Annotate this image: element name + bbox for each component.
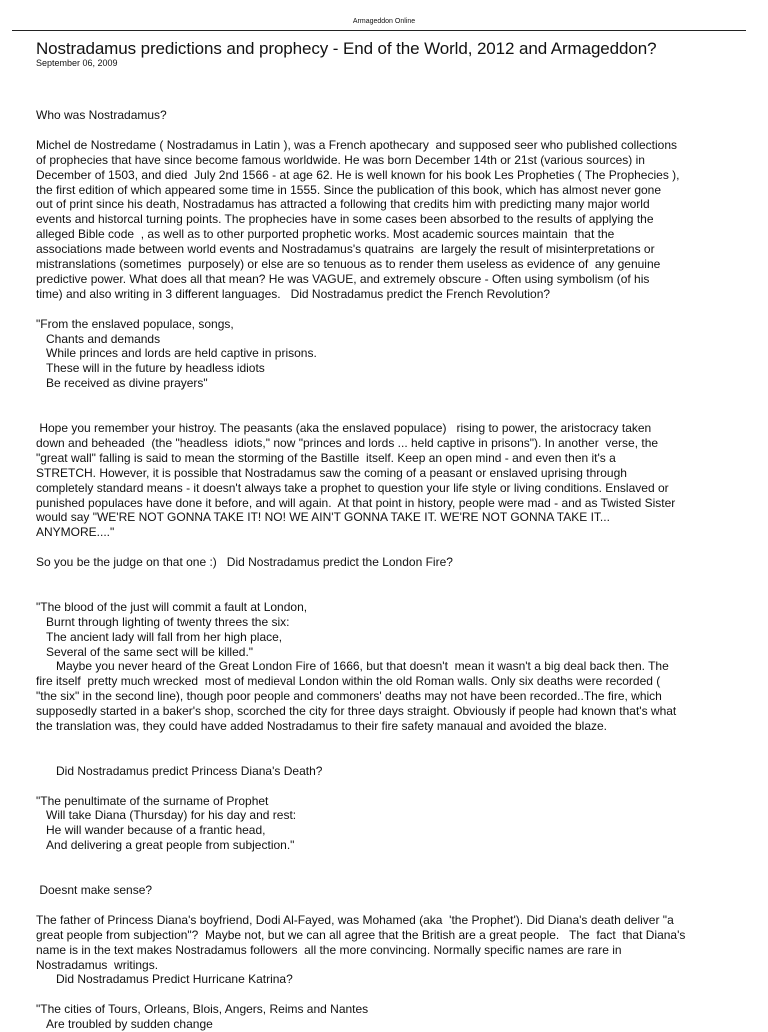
quatrain-princess-diana: "The penultimate of the surname of Prophet Will take Diana (Thursday) for his day and rest: He will wander because of a frantic head, And delivering a great people from subjection." [36,793,297,853]
paragraph-diana-explanation: The father of Princess Diana's boyfriend, Dodi Al-Fayed, was Mohamed (aka 'the Prophet'). Did Diana's death deliver "a great people from subjection"? Maybe not, but we can all agree that the British are a great people. The fact that Diana's name is in the text makes Nostradamus followers all the more convincing. Normally specific names are rare in Nostradamus writings. Did Nostradamus Predict Hurricane Katrina? [36,912,686,987]
site-header: Armageddon Online [352,18,416,25]
paragraph-doesnt-make-sense: Doesnt make sense? [36,883,153,897]
paragraph-london-fire-intro: So you be the judge on that one :) Did Nostradamus predict the London Fire? [36,555,453,570]
article-date: September 06, 2009 [36,58,118,68]
paragraph-biography: Michel de Nostredame ( Nostradamus in Latin ), was a French apothecary and supposed seer who published collections of prophecies that have since become famous worldwide. He was born December 14th or 21st (various sources) in December of 1503, and died July 2nd 1566 - at age 62. He is well known for his book Les Propheties ( The Prophecies ), the first edition of which appeared some time in 1555. Since the publication of this book, which has almost never gone out of print since his death, Nostradamus has attracted a following that credits him with predicting many major world events and historcal turning points. The prophecies have in some cases been absorbed to the results of applying the alleged Bible code , as well as to other purported prophetic works. Most academic sources maintain that the associations made between world events and Nostradamus's quatrains are largely the result of misinterpretations or mistranslations (sometimes purposely) or else are so tenuous as to render them useless as evidence of any genuine predictive power. What does all that mean? He was VAGUE, and extremely obscure - Often using symbolism (of his time) and also writing in 3 different languages. Did Nostradamus predict the French Revolution? [36,137,680,301]
quatrain-french-revolution: "From the enslaved populace, songs, Chants and demands While princes and lords are held captive in prisons. These will in the future by headless idiots Be received as divine prayers" [36,316,317,391]
paragraph-french-revolution: Hope you remember your histroy. The peasants (aka the enslaved populace) rising to power, the aristocracy taken down and beheaded (the "headless idiots," now "princes and lords ... held captive in prisons"). In another verse, the "great wall" falling is said to mean the storming of the Bastille itself. Keep an open mind - and even then it's a STRETCH. However, it is possible that Nostradamus saw the coming of a peasant or enslaved uprising through completely standard means - it doesn't always take a prophet to question your life style or living conditions. Enslaved or punished populaces have done it before, and will again. At that point in history, people were mad - and as Twisted Sister would say "WE'RE NOT GONNA TAKE IT! NO! WE AIN'T GONNA TAKE IT. WE'RE NOT GONNA TAKE IT... ANYMORE...." [36,420,676,540]
article-body [36,108,748,1032]
header-divider [12,30,746,31]
quatrain-hurricane-katrina: "The cities of Tours, Orleans, Blois, Angers, Reims and Nantes Are troubled by sudden change [36,1002,369,1032]
section-heading-princess-diana: Did Nostradamus predict Princess Diana's Death? [36,763,323,778]
quatrain-london-fire: "The blood of the just will commit a fault at London, Burnt through lighting of twenty threes the six: The ancient lady will fall from her high place, Several of the same sect will be killed." Maybe you never heard of the Great London Fire of 1666, but that doesn't mean it wasn't a big deal back then. The fire itself pretty much wrecked most of medieval London within the old Roman walls. Only six deaths were recorded ( "the six" in the second line), though poor people and commoners' deaths may not have been recorded..The fire, which supposedly started in a baker's shop, scorched the city for three days straight. Obviously if people had known that's what the translation was, they could have added Nostradamus to their fire safety manaual and avoided the blaze. [36,599,677,734]
article-title: Nostradamus predictions and prophecy - End of the World, 2012 and Armageddon? [36,39,657,58]
section-heading-who-was-nostradamus: Who was Nostradamus? [36,108,167,122]
